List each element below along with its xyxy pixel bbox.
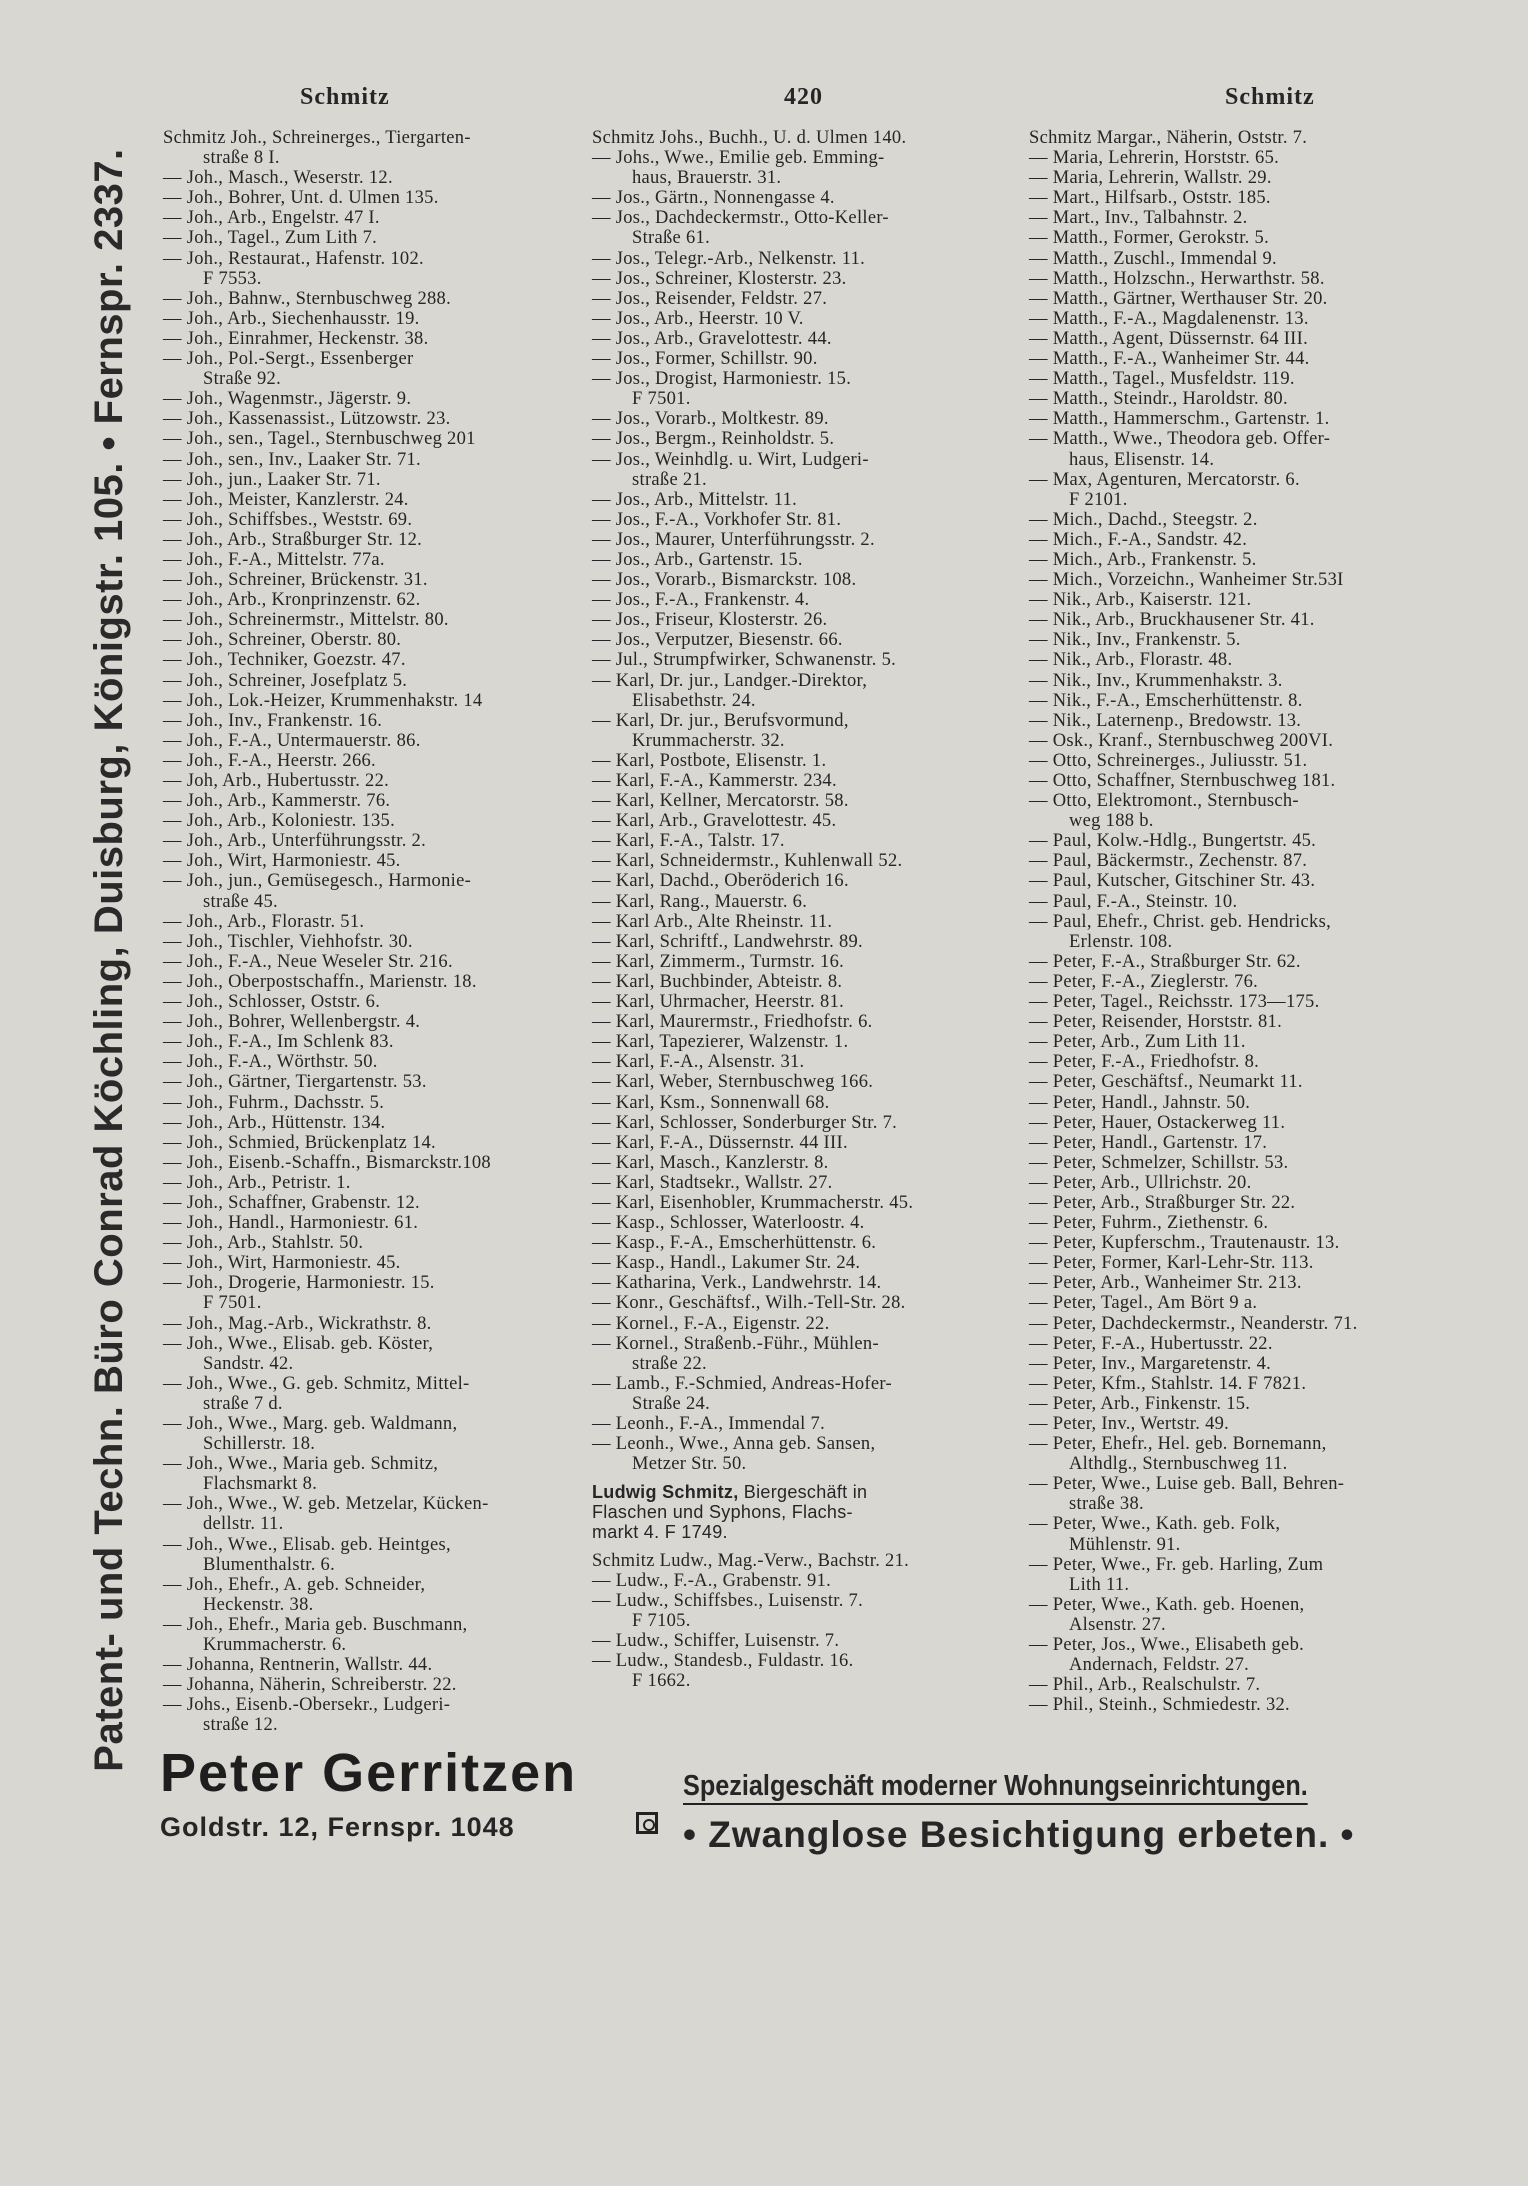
directory-entry: — Karl, Buchbinder, Abteistr. 8.: [592, 971, 843, 992]
entry-continuation: straße 8 I.: [203, 148, 280, 169]
entry-continuation: F 7105.: [632, 1610, 691, 1631]
directory-entry: — Joh., Arb., Florastr. 51.: [163, 911, 365, 932]
directory-entry: — Joh., Arb., Engelstr. 47 I.: [163, 208, 380, 229]
entry-continuation: Metzer Str. 50.: [632, 1454, 747, 1475]
directory-entry: — Jos., Vorarb., Bismarckstr. 108.: [592, 570, 857, 591]
directory-entry: — Nik., Inv., Krummenhakstr. 3.: [1029, 670, 1283, 691]
directory-entry: — Mart., Inv., Talbahnstr. 2.: [1029, 208, 1248, 229]
directory-entry: — Joh., Wagenmstr., Jägerstr. 9.: [163, 389, 412, 410]
directory-entry: — Maria, Lehrerin, Horststr. 65.: [1029, 148, 1280, 169]
directory-entry: — Kasp., F.-A., Emscherhüttenstr. 6.: [592, 1233, 877, 1254]
directory-entry: — Kornel., Straßenb.-Führ., Mühlen-: [592, 1333, 879, 1354]
directory-entry: — Phil., Arb., Realschulstr. 7.: [1029, 1675, 1261, 1696]
entry-continuation: Mühlenstr. 91.: [1069, 1534, 1181, 1555]
footer-ad-invitation: • Zwanglose Besichtigung erbeten. •: [683, 1814, 1355, 1855]
directory-entry: — Joh., Bohrer, Unt. d. Ulmen 135.: [163, 188, 439, 209]
directory-entry: — Karl Arb., Alte Rheinstr. 11.: [592, 911, 833, 932]
directory-entry: — Joh., Arb., Kronprinzenstr. 62.: [163, 590, 421, 611]
directory-entry: — Jos., Reisender, Feldstr. 27.: [592, 288, 828, 309]
directory-entry: — Peter, F.-A., Zieglerstr. 76.: [1029, 971, 1259, 992]
directory-entry: — Joh., F.-A., Untermauerstr. 86.: [163, 730, 421, 751]
directory-entry: — Joh., F.-A., Heerstr. 266.: [163, 750, 376, 771]
entry-continuation: straße 21.: [632, 469, 707, 490]
directory-entry: — Karl, Schlosser, Sonderburger Str. 7.: [592, 1112, 898, 1133]
entry-continuation: F 1662.: [632, 1671, 691, 1692]
entry-continuation: F 7501.: [203, 1293, 262, 1314]
directory-entry: — Lamb., F.-Schmied, Andreas-Hofer-: [592, 1373, 892, 1394]
directory-entry: — Matth., F.-A., Magdalenenstr. 13.: [1029, 308, 1309, 329]
directory-entry: — Jos., Vorarb., Moltkestr. 89.: [592, 409, 829, 430]
directory-entry: — Peter, Kfm., Stahlstr. 14. F 7821.: [1029, 1373, 1307, 1394]
entry-continuation: dellstr. 11.: [203, 1514, 284, 1535]
page-number: 420: [784, 84, 823, 110]
directory-entry: — Johs., Eisenb.-Obersekr., Ludgeri-: [163, 1695, 451, 1716]
directory-entry: — Joh., Handl., Harmoniestr. 61.: [163, 1213, 419, 1234]
directory-entry: — Kornel., F.-A., Eigenstr. 22.: [592, 1313, 830, 1334]
directory-entry: — Peter, Arb., Ullrichstr. 20.: [1029, 1172, 1252, 1193]
directory-entry: — Joh., Pol.-Sergt., Essenberger: [163, 349, 414, 370]
directory-entry: — Joh., Arb., Kammerstr. 76.: [163, 791, 391, 812]
directory-entry: — Joh., F.-A., Im Schlenk 83.: [163, 1032, 394, 1053]
directory-entry: — Paul, Kolw.-Hdlg., Bungertstr. 45.: [1029, 831, 1317, 852]
directory-entry: — Joh., Schmied, Brückenplatz 14.: [163, 1132, 436, 1153]
directory-entry: — Jos., Friseur, Klosterstr. 26.: [592, 610, 828, 631]
business-desc: Flaschen und Syphons, Flachs-: [592, 1502, 853, 1523]
directory-entry: — Nik., F.-A., Emscherhüttenstr. 8.: [1029, 690, 1303, 711]
directory-entry: — Joh., Ehefr., Maria geb. Buschmann,: [163, 1614, 468, 1635]
directory-entry: — Karl, Dr. jur., Landger.-Direktor,: [592, 670, 868, 691]
directory-entry: — Karl, Dr. jur., Berufsvormund,: [592, 710, 849, 731]
directory-entry: — Mich., Dachd., Steegstr. 2.: [1029, 509, 1258, 530]
directory-entry: — Joh., Kassenassist., Lützowstr. 23.: [163, 409, 451, 430]
directory-entry: — Joh., Wwe., Elisab. geb. Heintges,: [163, 1534, 451, 1555]
directory-entry: — Peter, Inv., Margaretenstr. 4.: [1029, 1353, 1272, 1374]
entry-continuation: straße 22.: [632, 1353, 707, 1374]
directory-column-2: [592, 128, 1024, 1691]
directory-entry: — Jos., Bergm., Reinholdstr. 5.: [592, 429, 835, 450]
directory-entry: — Joh., Arb., Petristr. 1.: [163, 1172, 351, 1193]
directory-entry: — Joh., Wwe., W. geb. Metzelar, Kücken-: [163, 1494, 489, 1515]
directory-entry: — Peter, Kupferschm., Trautenaustr. 13.: [1029, 1233, 1340, 1254]
directory-entry: — Peter, Arb., Straßburger Str. 22.: [1029, 1192, 1296, 1213]
entry-continuation: straße 7 d.: [203, 1393, 283, 1414]
entry-continuation: haus, Elisenstr. 14.: [1069, 449, 1215, 470]
directory-entry: — Karl, Postbote, Elisenstr. 1.: [592, 750, 827, 771]
directory-entry: — Matth., Steindr., Haroldstr. 80.: [1029, 389, 1288, 410]
directory-entry: — Jos., Drogist, Harmoniestr. 15.: [592, 369, 852, 390]
directory-entry: — Joh., Oberpostschaffn., Marienstr. 18.: [163, 971, 477, 992]
directory-entry: Schmitz Ludw., Mag.-Verw., Bachstr. 21.: [592, 1550, 910, 1571]
directory-entry: Schmitz Margar., Näherin, Oststr. 7.: [1029, 128, 1308, 148]
directory-entry: — Karl, Maurermstr., Friedhofstr. 6.: [592, 1012, 873, 1033]
directory-entry: — Peter, Wwe., Kath. geb. Folk,: [1029, 1514, 1281, 1535]
directory-entry: — Joh., Schreiner, Josefplatz 5.: [163, 670, 408, 691]
directory-entry: — Joh, Arb., Hubertusstr. 22.: [163, 771, 390, 791]
directory-entry: — Peter, Wwe., Kath. geb. Hoenen,: [1029, 1594, 1305, 1615]
directory-entry: — Matth., Agent, Düssernstr. 64 III.: [1029, 328, 1309, 349]
directory-entry: — Karl, Dachd., Oberöderich 16.: [592, 871, 849, 892]
directory-entry: — Karl, F.-A., Talstr. 17.: [592, 831, 785, 852]
entry-continuation: Elisabethstr. 24.: [632, 690, 756, 711]
directory-entry: — Joh., Fuhrm., Dachsstr. 5.: [163, 1092, 385, 1113]
business-listing-ludwig-schmitz: [592, 1482, 1024, 1542]
directory-entry: — Karl, F.-A., Düssernstr. 44 III.: [592, 1132, 848, 1153]
directory-entry: — Jos., Arb., Gravelottestr. 44.: [592, 328, 832, 349]
directory-entry: — Karl, F.-A., Alsenstr. 31.: [592, 1052, 805, 1073]
directory-entry: — Karl, Arb., Gravelottestr. 45.: [592, 811, 837, 832]
directory-entry: — Peter, Geschäftsf., Neumarkt 11.: [1029, 1072, 1303, 1093]
directory-entry: — Matth., Former, Gerokstr. 5.: [1029, 228, 1269, 249]
directory-entry: — Katharina, Verk., Landwehrstr. 14.: [592, 1273, 882, 1294]
directory-entry: — Joh., Drogerie, Harmoniestr. 15.: [163, 1273, 435, 1294]
directory-entry: — Peter, Arb., Finkenstr. 15.: [1029, 1393, 1251, 1414]
directory-entry: — Karl, Kellner, Mercatorstr. 58.: [592, 791, 849, 812]
directory-entry: — Ludw., Schiffsbes., Luisenstr. 7.: [592, 1590, 864, 1611]
sidebar-advertisement: Patent- und Techn. Büro Conrad Köchling, Duisburg, Königstr. 105. • Fernspr. 2337.: [87, 148, 131, 1772]
directory-entry: — Joh., Wwe., Elisab. geb. Köster,: [163, 1333, 434, 1354]
directory-entry: — Paul, Kutscher, Gitschiner Str. 43.: [1029, 871, 1316, 892]
running-head-left: Schmitz: [300, 84, 390, 110]
directory-entry: — Joh., Wwe., G. geb. Schmitz, Mittel-: [163, 1373, 470, 1394]
directory-entry: — Otto, Elektromont., Sternbusch-: [1029, 791, 1299, 812]
directory-entry: — Peter, F.-A., Hubertusstr. 22.: [1029, 1333, 1273, 1354]
directory-entry: — Peter, Handl., Jahnstr. 50.: [1029, 1092, 1251, 1113]
entry-continuation: haus, Brauerstr. 31.: [632, 168, 782, 189]
directory-entry: — Paul, Ehefr., Christ. geb. Hendricks,: [1029, 911, 1331, 932]
entry-continuation: Sandstr. 42.: [203, 1353, 294, 1374]
directory-entry: — Nik., Arb., Bruckhausener Str. 41.: [1029, 610, 1315, 631]
directory-entry: — Peter, Handl., Gartenstr. 17.: [1029, 1132, 1268, 1153]
directory-entry: — Karl, Schneidermstr., Kuhlenwall 52.: [592, 851, 903, 872]
directory-column-1: [163, 128, 588, 1736]
directory-entry: — Karl, Weber, Sternbuschweg 166.: [592, 1072, 874, 1093]
directory-entry: — Ludw., F.-A., Grabenstr. 91.: [592, 1570, 832, 1591]
directory-entry: — Karl, Rang., Mauerstr. 6.: [592, 891, 808, 912]
directory-entry: — Joh., Schreiner, Brückenstr. 31.: [163, 570, 428, 591]
printer-mark-icon: [636, 1812, 658, 1834]
directory-entry: — Joh., F.-A., Mittelstr. 77a.: [163, 549, 385, 570]
entry-continuation: Flachsmarkt 8.: [203, 1474, 318, 1495]
directory-entry: — Matth., Hammerschm., Gartenstr. 1.: [1029, 409, 1330, 430]
directory-entry: — Joh., Wwe., Maria geb. Schmitz,: [163, 1454, 439, 1475]
directory-entry: — Joh., Tischler, Viehhofstr. 30.: [163, 931, 413, 952]
directory-entry: — Joh., Lok.-Heizer, Krummenhakstr. 14: [163, 690, 483, 711]
directory-entry: — Nik., Arb., Kaiserstr. 121.: [1029, 590, 1252, 611]
directory-entry: — Peter, Ehefr., Hel. geb. Bornemann,: [1029, 1434, 1327, 1455]
entry-continuation: F 7501.: [632, 389, 691, 410]
directory-entry: — Joh., Bahnw., Sternbuschweg 288.: [163, 288, 452, 309]
directory-entry: — Karl, Zimmerm., Turmstr. 16.: [592, 951, 845, 972]
footer-ad-name: Peter Gerritzen: [160, 1743, 578, 1803]
directory-entry: — Peter, Tagel., Reichsstr. 173—175.: [1029, 992, 1320, 1013]
directory-entry: — Joh., F.-A., Neue Weseler Str. 216.: [163, 951, 453, 972]
directory-entry: — Karl, Stadtsekr., Wallstr. 27.: [592, 1172, 833, 1193]
directory-entry: — Matth., Holzschn., Herwarthstr. 58.: [1029, 268, 1325, 289]
business-address: markt 4. F 1749.: [592, 1522, 728, 1543]
directory-entry: — Matth., F.-A., Wanheimer Str. 44.: [1029, 349, 1310, 370]
directory-entry: — Joh., Schaffner, Grabenstr. 12.: [163, 1192, 420, 1213]
directory-entry: — Peter, Jos., Wwe., Elisabeth geb.: [1029, 1635, 1305, 1656]
directory-entry: — Joh., Schiffsbes., Weststr. 69.: [163, 509, 413, 530]
directory-entry: — Peter, Tagel., Am Bört 9 a.: [1029, 1293, 1258, 1314]
directory-entry: Schmitz Joh., Schreinerges., Tiergarten-: [163, 128, 471, 148]
directory-entry: — Peter, Wwe., Fr. geb. Harling, Zum: [1029, 1554, 1324, 1575]
directory-entry: — Karl, F.-A., Kammerstr. 234.: [592, 771, 837, 791]
directory-entry: — Peter, Arb., Wanheimer Str. 213.: [1029, 1273, 1302, 1294]
directory-entry: — Paul, Bäckermstr., Zechenstr. 87.: [1029, 851, 1308, 872]
directory-entry: — Peter, F.-A., Straßburger Str. 62.: [1029, 951, 1301, 972]
entry-continuation: Krummacherstr. 32.: [632, 730, 785, 751]
directory-entry: — Jos., F.-A., Vorkhofer Str. 81.: [592, 509, 842, 530]
directory-entry: — Joh., Masch., Weserstr. 12.: [163, 168, 393, 189]
directory-entry: — Joh., Arb., Hüttenstr. 134.: [163, 1112, 386, 1133]
directory-entry: — Phil., Steinh., Schmiedestr. 32.: [1029, 1695, 1290, 1716]
directory-entry: — Matth., Tagel., Musfeldstr. 119.: [1029, 369, 1295, 390]
directory-entry: — Nik., Inv., Frankenstr. 5.: [1029, 630, 1241, 651]
directory-entry: — Joh., Bohrer, Wellenbergstr. 4.: [163, 1012, 421, 1033]
directory-entry: — Matth., Wwe., Theodora geb. Offer-: [1029, 429, 1331, 450]
directory-entry: — Joh., Wwe., Marg. geb. Waldmann,: [163, 1414, 458, 1434]
directory-entry: — Joh., jun., Laaker Str. 71.: [163, 469, 381, 490]
directory-entry: — Joh., sen., Inv., Laaker Str. 71.: [163, 449, 421, 470]
entry-continuation: Erlenstr. 108.: [1069, 931, 1173, 952]
directory-entry: — Mart., Hilfsarb., Oststr. 185.: [1029, 188, 1271, 209]
directory-entry: — Peter, Schmelzer, Schillstr. 53.: [1029, 1152, 1289, 1173]
running-head-right: Schmitz: [1225, 84, 1315, 110]
directory-entry: — Joh., jun., Gemüsegesch., Harmonie-: [163, 871, 472, 892]
directory-entry: — Peter, Former, Karl-Lehr-Str. 113.: [1029, 1253, 1314, 1274]
directory-entry: — Peter, Arb., Zum Lith 11.: [1029, 1032, 1246, 1053]
directory-entry: — Joh., Schreinermstr., Mittelstr. 80.: [163, 610, 449, 631]
directory-entry: — Leonh., F.-A., Immendal 7.: [592, 1414, 825, 1434]
directory-entry: — Joh., Wirt, Harmoniestr. 45.: [163, 851, 401, 872]
directory-entry: — Joh., Ehefr., A. geb. Schneider,: [163, 1574, 426, 1595]
directory-entry: — Joh., Inv., Frankenstr. 16.: [163, 710, 383, 731]
directory-entry: — Maria, Lehrerin, Wallstr. 29.: [1029, 168, 1272, 189]
directory-entry: — Otto, Schaffner, Sternbuschweg 181.: [1029, 771, 1336, 791]
directory-entry: — Kasp., Handl., Lakumer Str. 24.: [592, 1253, 861, 1274]
entry-continuation: straße 45.: [203, 891, 278, 912]
directory-entry: — Karl, Uhrmacher, Heerstr. 81.: [592, 992, 845, 1013]
directory-entry: — Leonh., Wwe., Anna geb. Sansen,: [592, 1434, 876, 1455]
directory-entry: — Mich., Vorzeichn., Wanheimer Str.53I: [1029, 570, 1344, 591]
entry-continuation: Andernach, Feldstr. 27.: [1069, 1655, 1250, 1676]
directory-entry: — Peter, Hauer, Ostackerweg 11.: [1029, 1112, 1286, 1133]
directory-entry: — Karl, Schriftf., Landwehrstr. 89.: [592, 931, 863, 952]
directory-entry: — Jos., Schreiner, Klosterstr. 23.: [592, 268, 847, 289]
directory-entry: — Ludw., Schiffer, Luisenstr. 7.: [592, 1630, 840, 1651]
directory-entry: — Joh., Meister, Kanzlerstr. 24.: [163, 489, 409, 510]
directory-entry: — Joh., Eisenb.-Schaffn., Bismarckstr.108: [163, 1152, 491, 1173]
business-name: Ludwig Schmitz,: [592, 1482, 739, 1503]
directory-entry: — Jos., Maurer, Unterführungsstr. 2.: [592, 529, 875, 550]
directory-entry: — Paul, F.-A., Steinstr. 10.: [1029, 891, 1238, 912]
entry-continuation: Schillerstr. 18.: [203, 1434, 316, 1455]
entry-continuation: Straße 24.: [632, 1393, 711, 1414]
directory-entry: — Karl, Masch., Kanzlerstr. 8.: [592, 1152, 829, 1173]
directory-entry: — Matth., Zuschl., Immendal 9.: [1029, 248, 1277, 269]
entry-continuation: Althdlg., Sternbuschweg 11.: [1069, 1454, 1288, 1475]
entry-continuation: F 7553.: [203, 268, 262, 289]
directory-entry: — Peter, Fuhrm., Ziethenstr. 6.: [1029, 1213, 1269, 1234]
directory-entry: — Jul., Strumpfwirker, Schwanenstr. 5.: [592, 650, 897, 671]
entry-continuation: weg 188 b.: [1069, 811, 1154, 832]
directory-entry: — Nik., Arb., Florastr. 48.: [1029, 650, 1233, 671]
directory-entry: — Mich., Arb., Frankenstr. 5.: [1029, 549, 1257, 570]
directory-entry: — Nik., Laternenp., Bredowstr. 13.: [1029, 710, 1302, 731]
entry-continuation: Blumenthalstr. 6.: [203, 1554, 336, 1575]
directory-entry: — Joh., Schlosser, Oststr. 6.: [163, 992, 381, 1013]
directory-entry: — Peter, Inv., Wertstr. 49.: [1029, 1414, 1230, 1434]
entry-continuation: Straße 92.: [203, 369, 282, 390]
entry-continuation: Krummacherstr. 6.: [203, 1635, 347, 1656]
directory-entry: — Karl, Eisenhobler, Krummacherstr. 45.: [592, 1192, 914, 1213]
directory-entry: — Karl, Tapezierer, Walzenstr. 1.: [592, 1032, 849, 1053]
directory-entry: — Peter, F.-A., Friedhofstr. 8.: [1029, 1052, 1260, 1073]
directory-entry: — Joh., Arb., Siechenhausstr. 19.: [163, 308, 420, 329]
directory-entry: — Jos., Former, Schillstr. 90.: [592, 349, 818, 370]
directory-entry: — Joh., Restaurat., Hafenstr. 102.: [163, 248, 424, 269]
directory-entry: — Joh., Gärtner, Tiergartenstr. 53.: [163, 1072, 427, 1093]
directory-entry: — Kasp., Schlosser, Waterloostr. 4.: [592, 1213, 865, 1234]
directory-entry: — Joh., Arb., Koloniestr. 135.: [163, 811, 396, 832]
directory-entry: — Joh., Mag.-Arb., Wickrathstr. 8.: [163, 1313, 432, 1334]
directory-entry: — Johanna, Rentnerin, Wallstr. 44.: [163, 1655, 433, 1676]
entry-continuation: Alsenstr. 27.: [1069, 1614, 1166, 1635]
entry-continuation: straße 38.: [1069, 1494, 1144, 1515]
directory-entry: Schmitz Johs., Buchh., U. d. Ulmen 140.: [592, 128, 907, 148]
directory-entry: — Joh., Schreiner, Oberstr. 80.: [163, 630, 402, 651]
entry-continuation: Lith 11.: [1069, 1574, 1130, 1595]
directory-entry: — Jos., Verputzer, Biesenstr. 66.: [592, 630, 843, 651]
footer-ad-address: Goldstr. 12, Fernspr. 1048: [160, 1812, 515, 1842]
directory-entry: — Jos., Telegr.-Arb., Nelkenstr. 11.: [592, 248, 866, 269]
directory-entry: — Ludw., Standesb., Fuldastr. 16.: [592, 1651, 854, 1672]
business-desc: Biergeschäft in: [738, 1482, 868, 1503]
footer-ad-tagline: Spezialgeschäft moderner Wohnungseinrichtungen.: [683, 1770, 1308, 1805]
entry-continuation: straße 12.: [203, 1715, 278, 1736]
directory-entry: — Jos., Arb., Gartenstr. 15.: [592, 549, 803, 570]
entry-continuation: Heckenstr. 38.: [203, 1594, 314, 1615]
directory-entry: — Joh., Arb., Unterführungsstr. 2.: [163, 831, 427, 852]
directory-entry: — Max, Agenturen, Mercatorstr. 6.: [1029, 469, 1300, 490]
directory-entry: — Jos., Arb., Mittelstr. 11.: [592, 489, 798, 510]
directory-entry: — Jos., Weinhdlg. u. Wirt, Ludgeri-: [592, 449, 869, 470]
directory-entry: — Johanna, Näherin, Schreiberstr. 22.: [163, 1675, 457, 1696]
directory-entry: — Joh., Arb., Stahlstr. 50.: [163, 1233, 364, 1254]
directory-entry: — Joh., Techniker, Goezstr. 47.: [163, 650, 406, 671]
directory-entry: — Karl, Ksm., Sonnenwall 68.: [592, 1092, 830, 1113]
directory-entry: — Joh., Wirt, Harmoniestr. 45.: [163, 1253, 401, 1274]
directory-entry: — Johs., Wwe., Emilie geb. Emming-: [592, 148, 885, 169]
directory-entry: — Konr., Geschäftsf., Wilh.-Tell-Str. 28.: [592, 1293, 906, 1314]
directory-entry: — Joh., Tagel., Zum Lith 7.: [163, 228, 378, 249]
directory-entry: — Otto, Schreinerges., Juliusstr. 51.: [1029, 750, 1308, 771]
directory-entry: — Joh., Arb., Straßburger Str. 12.: [163, 529, 423, 550]
directory-entry: — Jos., Arb., Heerstr. 10 V.: [592, 308, 804, 329]
directory-entry: — Peter, Reisender, Horststr. 81.: [1029, 1012, 1282, 1033]
directory-entry: — Joh., Einrahmer, Heckenstr. 38.: [163, 328, 429, 349]
directory-entry: — Matth., Gärtner, Werthauser Str. 20.: [1029, 288, 1328, 309]
directory-entry: — Jos., Dachdeckermstr., Otto-Keller-: [592, 208, 889, 229]
directory-entry: — Peter, Wwe., Luise geb. Ball, Behren-: [1029, 1474, 1345, 1495]
directory-entry: — Peter, Dachdeckermstr., Neanderstr. 71.: [1029, 1313, 1358, 1334]
entry-continuation: Straße 61.: [632, 228, 711, 249]
directory-entry: — Osk., Kranf., Sternbuschweg 200VI.: [1029, 730, 1334, 751]
entry-continuation: F 2101.: [1069, 489, 1128, 510]
directory-column-3: [1029, 128, 1469, 1715]
directory-entry: — Joh., F.-A., Wörthstr. 50.: [163, 1052, 378, 1073]
directory-entry: — Jos., Gärtn., Nonnengasse 4.: [592, 188, 835, 209]
directory-entry: — Joh., sen., Tagel., Sternbuschweg 201: [163, 429, 476, 450]
directory-entry: — Jos., F.-A., Frankenstr. 4.: [592, 590, 810, 611]
directory-entry: — Mich., F.-A., Sandstr. 42.: [1029, 529, 1248, 550]
